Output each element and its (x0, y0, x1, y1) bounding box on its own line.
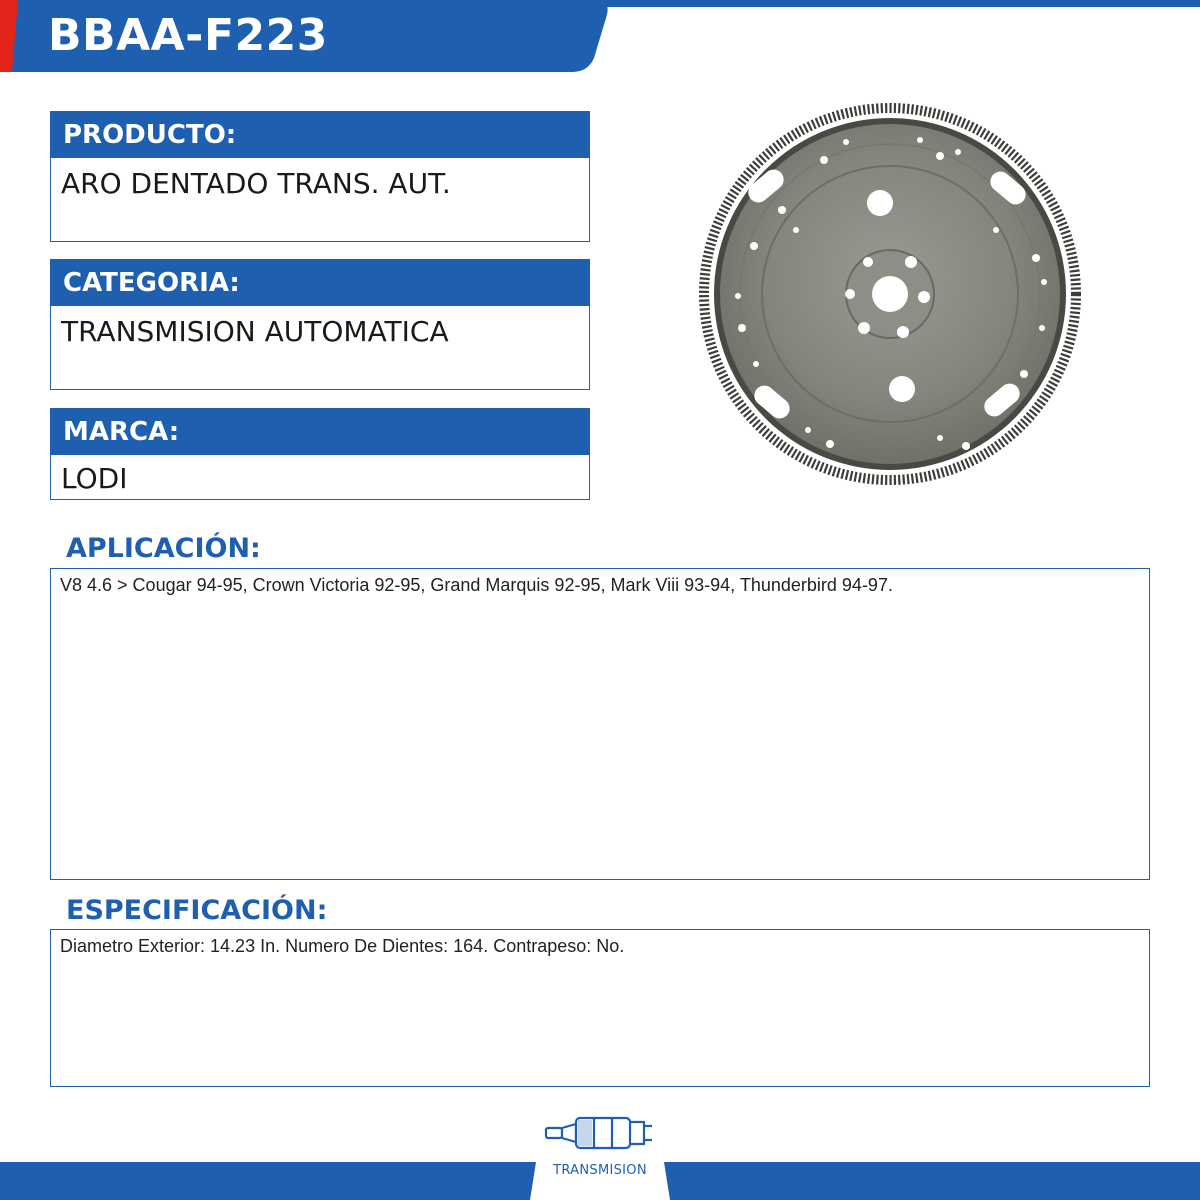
transmission-icon (544, 1112, 656, 1158)
marca-label: MARCA: (51, 409, 589, 455)
footer-category-label: TRANSMISION (553, 1163, 647, 1178)
categoria-value: TRANSMISION AUTOMATICA (61, 315, 449, 348)
categoria-box (50, 259, 590, 390)
product-code-title: BBAA-F223 (48, 10, 328, 61)
marca-box (50, 408, 590, 500)
especificacion-text: Diametro Exterior: 14.23 In. Numero De Dientes: 164. Contrapeso: No. (50, 929, 1150, 1087)
aplicacion-text: V8 4.6 > Cougar 94-95, Crown Victoria 92-95, Grand Marquis 92-95, Mark Viii 93-94, Thunderbird 94-97. (50, 568, 1150, 880)
producto-value: ARO DENTADO TRANS. AUT. (61, 167, 451, 200)
categoria-label: CATEGORIA: (51, 260, 589, 306)
especificacion-title: ESPECIFICACIÓN: (66, 895, 328, 926)
marca-value: LODI (61, 462, 128, 495)
producto-label: PRODUCTO: (51, 112, 589, 158)
producto-box (50, 111, 590, 242)
aplicacion-title: APLICACIÓN: (66, 533, 261, 564)
flexplate-image (696, 100, 1084, 488)
